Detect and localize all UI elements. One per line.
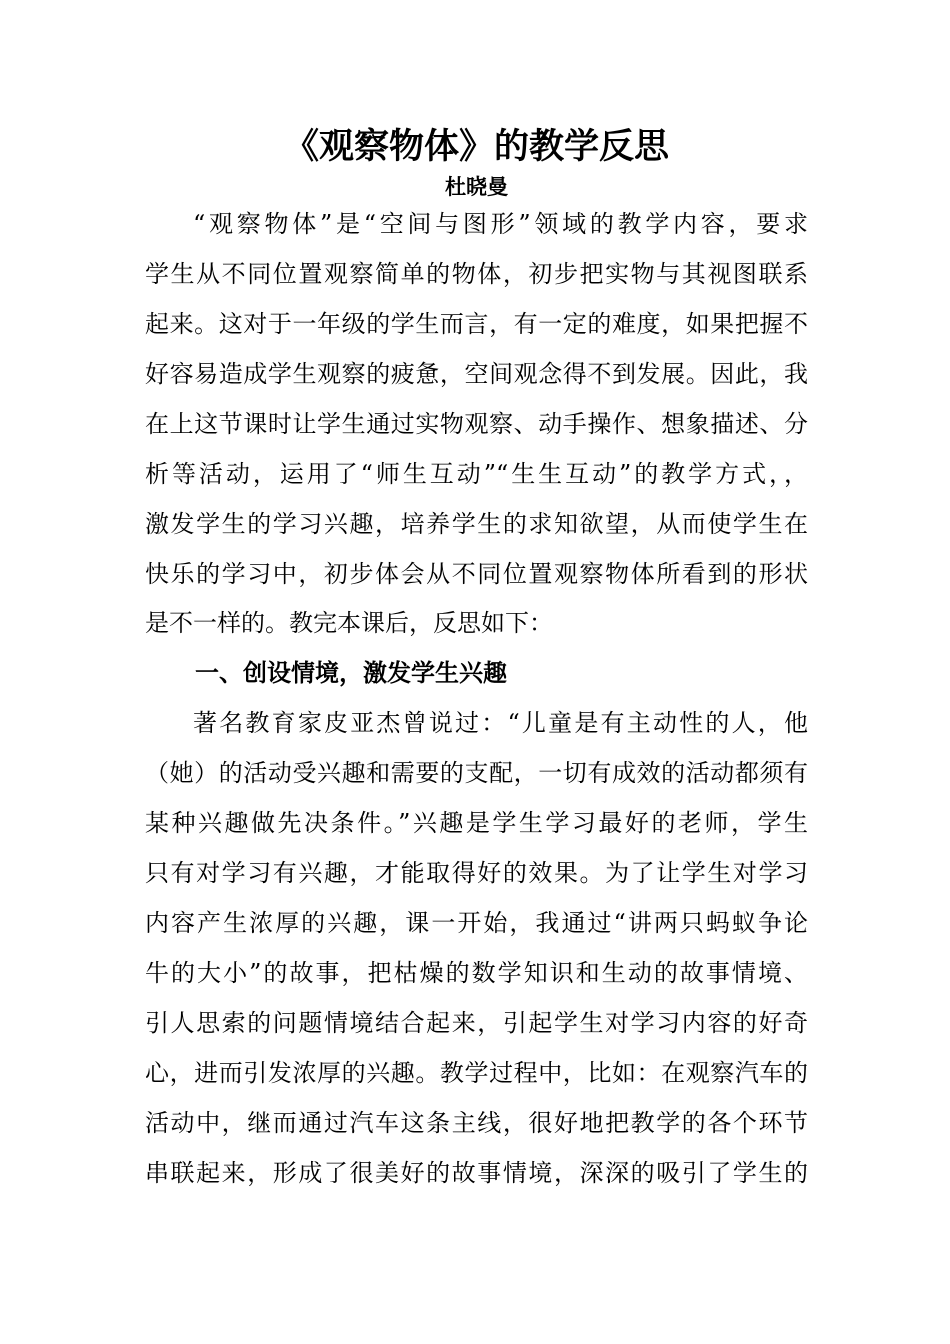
text-line: 活动中，继而通过汽车这条主线，很好地把教学的各个环节 xyxy=(145,1109,808,1137)
text-line: 串联起来，形成了很美好的故事情境，深深的吸引了学生的 xyxy=(145,1159,808,1187)
text-line: 内容产生浓厚的兴趣，课一开始，我通过“讲两只蚂蚁争论 xyxy=(145,909,808,937)
text-line: 著名教育家皮亚杰曾说过：“儿童是有主动性的人，他 xyxy=(193,709,808,737)
text-line: 快乐的学习中，初步体会从不同位置观察物体所看到的形状 xyxy=(145,560,808,588)
text-line: “观察物体”是“空间与图形”领域的教学内容，要求 xyxy=(193,210,808,238)
text-line: 好容易造成学生观察的疲惫，空间观念得不到发展。因此，我 xyxy=(145,360,808,388)
text-line: 引人思索的问题情境结合起来，引起学生对学习内容的好奇 xyxy=(145,1009,808,1037)
document-title: 《观察物体》的教学反思 xyxy=(283,126,669,167)
text-line: 析等活动，运用了“师生互动”“生生互动”的教学方式，， xyxy=(145,460,808,488)
document-author: 杜晓曼 xyxy=(445,174,508,199)
text-line: 牛的大小”的故事，把枯燥的数学知识和生动的故事情境、 xyxy=(145,959,808,987)
text-line: 激发学生的学习兴趣，培养学生的求知欲望，从而使学生在 xyxy=(145,510,808,538)
section-heading: 一、创设情境，激发学生兴趣 xyxy=(195,659,507,687)
text-line: 是不一样的。教完本课后，反思如下： xyxy=(145,609,553,637)
text-line: 起来。这对于一年级的学生而言，有一定的难度，如果把握不 xyxy=(145,310,808,338)
text-line: 在上这节课时让学生通过实物观察、动手操作、想象描述、分 xyxy=(145,410,808,438)
text-line: 某种兴趣做先决条件。”兴趣是学生学习最好的老师，学生 xyxy=(145,809,808,837)
text-line: （她）的活动受兴趣和需要的支配，一切有成效的活动都须有 xyxy=(145,759,808,787)
text-line: 学生从不同位置观察简单的物体，初步把实物与其视图联系 xyxy=(145,260,808,288)
text-line: 只有对学习有兴趣，才能取得好的效果。为了让学生对学习 xyxy=(145,859,808,887)
text-line: 心，进而引发浓厚的兴趣。教学过程中，比如：在观察汽车的 xyxy=(145,1059,808,1087)
